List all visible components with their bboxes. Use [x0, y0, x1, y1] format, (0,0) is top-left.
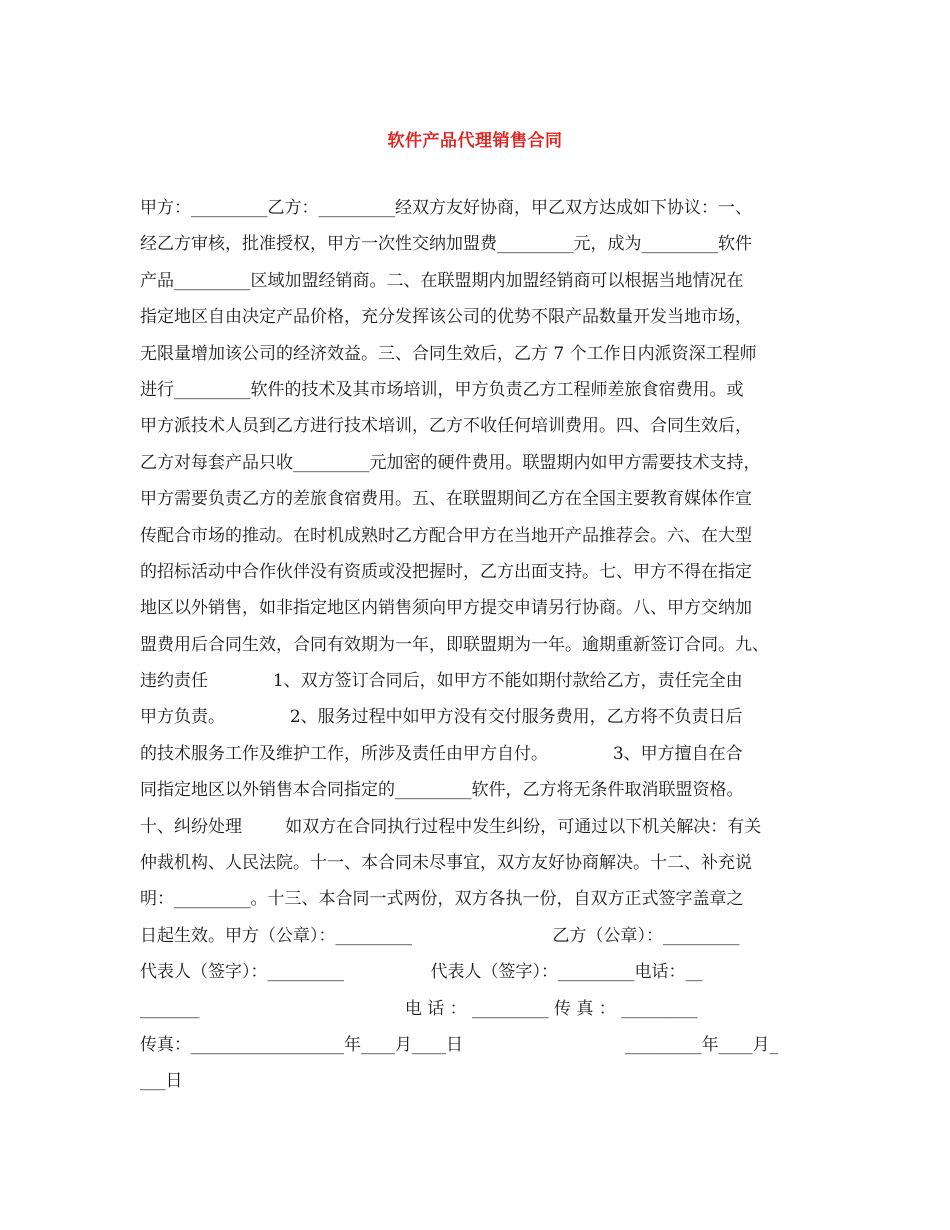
body-line: 违约责任 1、双方签订合同后，如甲方不能如期付款给乙方，责任完全由: [140, 671, 743, 692]
signature-line: 代表人（签字）：_________ 代表人（签字）：_________电话：__: [140, 962, 703, 983]
body-line: 的技术服务工作及维护工作，所涉及责任由甲方自付。 3、甲方擅自在合: [140, 743, 743, 764]
contract-body: [140, 190, 820, 1100]
body-line: 十、纠纷处理 如双方在合同执行过程中发生纠纷，可通过以下机关解决：有关: [140, 816, 762, 837]
body-line: 进行_________软件的技术及其市场培训，甲方负责乙方工程师差旅食宿费用。或: [140, 379, 744, 400]
signature-line: 日起生效。甲方（公章）：_________ 乙方（公章）：_________: [140, 925, 740, 946]
body-line: 的招标活动中合作伙伴没有资质或没把握时，乙方出面支持。七、甲方不得在指定: [140, 561, 752, 582]
body-line: 产品_________区域加盟经销商。二、在联盟期内加盟经销商可以根据当地情况在: [140, 270, 744, 291]
body-line: 甲方负责。 2、服务过程中如甲方没有交付服务费用，乙方将不负责日后: [140, 707, 743, 728]
body-line: 经乙方审核，批准授权，甲方一次性交纳加盟费_________元，成为_________软件: [140, 234, 752, 255]
body-line: 传配合市场的推动。在时机成熟时乙方配合甲方在当地开产品推荐会。六、在大型: [140, 525, 752, 546]
body-line: 同指定地区以外销售本合同指定的_________软件，乙方将无条件取消联盟资格。: [140, 780, 744, 801]
date-line: ___日: [140, 1071, 183, 1092]
signature-line: _______ 电 话 ： _________ 传 真 ： _________: [140, 998, 698, 1019]
body-line: 地区以外销售，如非指定地区内销售须向甲方提交申请另行协商。八、甲方交纳加: [140, 598, 752, 619]
body-line: 甲方派技术人员到乙方进行技术培训，乙方不收任何培训费用。四、合同生效后，: [140, 416, 752, 437]
body-line: 盟费用后合同生效，合同有效期为一年，即联盟期为一年。逾期重新签订合同。九、: [140, 634, 769, 655]
body-line: 甲方：_________乙方：_________经双方友好协商，甲乙双方达成如下协议：一、: [140, 198, 752, 218]
document-title: 软件产品代理销售合同: [387, 131, 563, 151]
date-line: 传真：__________________年____月____日 _________年____月_: [140, 1034, 779, 1055]
body-line: 指定地区自由决定产品价格，充分发挥该公司的优势不限产品数量开发当地市场，: [140, 307, 752, 328]
body-line: 甲方需要负责乙方的差旅食宿费用。五、在联盟期间乙方在全国主要教育媒体作宣: [140, 489, 752, 510]
body-line: 乙方对每套产品只收_________元加密的硬件费用。联盟期内如甲方需要技术支持，: [140, 452, 761, 473]
body-line: 明：_________。十三、本合同一式两份，双方各执一份，自双方正式签字盖章之: [140, 889, 744, 910]
body-line: 仲裁机构、人民法院。十一、本合同未尽事宜，双方友好协商解决。十二、补充说: [140, 853, 752, 874]
body-line: 无限量增加该公司的经济效益。三、合同生效后，乙方 7 个工作日内派资深工程师: [140, 343, 757, 364]
